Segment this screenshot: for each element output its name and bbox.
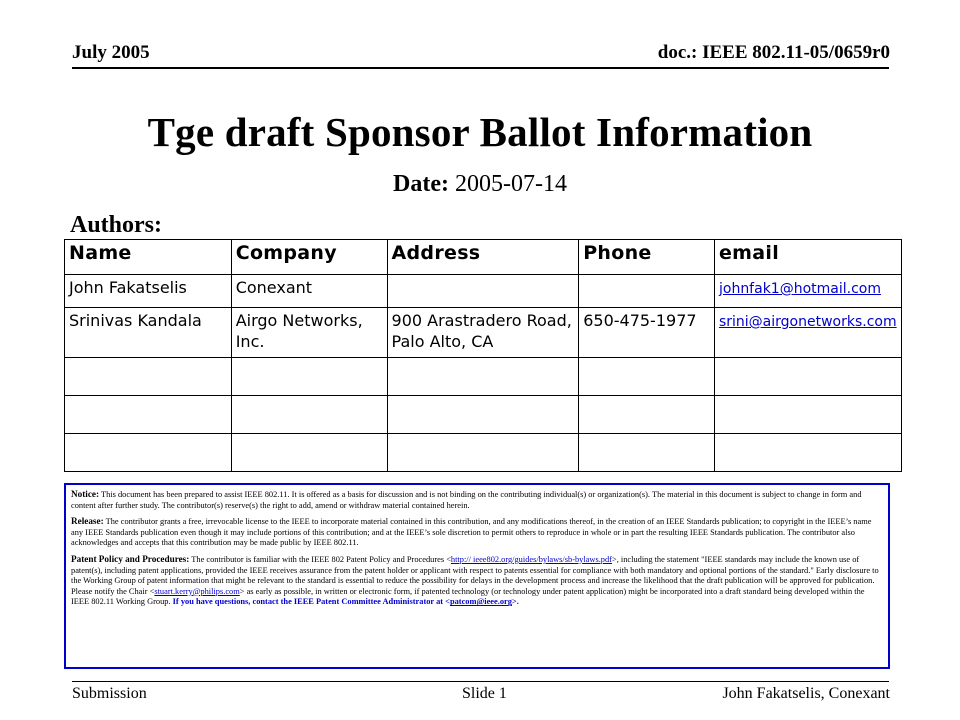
author-address: 900 Arastradero Road, Palo Alto, CA: [387, 308, 579, 358]
table-row: [65, 396, 902, 434]
authors-label: Authors:: [70, 212, 163, 238]
page-title: Tge draft Sponsor Ballot Information: [147, 109, 813, 155]
author-email-cell: [714, 434, 901, 472]
notice-text: This document has been prepared to assist IEEE 802.11. It is offered as a basis for discussion and is not binding on the contributing individual(s) or organization(s). The material in this document is subject to change in form and content after further study. The contributor(s) reserve(s) the right to add, amend or withdraw material contained herein.: [71, 490, 862, 510]
author-company: Airgo Networks, Inc.: [231, 308, 387, 358]
author-email-link[interactable]: johnfak1@hotmail.com: [718, 281, 881, 297]
author-email-cell: [714, 275, 901, 308]
author-name: [65, 396, 232, 434]
author-name: Srinivas Kandala: [65, 308, 232, 358]
col-header-company: Company: [231, 240, 387, 275]
release-label: Release:: [71, 516, 104, 527]
author-email-link[interactable]: srini@airgonetworks.com: [718, 314, 897, 330]
author-name: [65, 358, 232, 396]
date-label: Date:: [393, 171, 449, 197]
author-name: [65, 434, 232, 472]
patent-end: >.: [511, 597, 519, 607]
footer-slide-number: Slide 1: [462, 685, 507, 702]
header-divider: [72, 67, 889, 69]
release-paragraph: [71, 516, 883, 549]
author-company: Conexant: [231, 275, 387, 308]
col-header-email: email: [714, 240, 901, 275]
footer-submission: Submission: [72, 685, 147, 702]
author-name: John Fakatselis: [65, 275, 232, 308]
date-value: 2005-07-14: [454, 171, 567, 197]
author-phone: 650-475-1977: [579, 308, 715, 358]
table-row: [65, 434, 902, 472]
table-row: [65, 275, 902, 308]
header-date: July 2005: [72, 42, 150, 63]
author-company: [231, 358, 387, 396]
patent-label: Patent Policy and Procedures:: [71, 553, 190, 564]
table-header-row: [65, 240, 902, 275]
author-company: [231, 396, 387, 434]
author-email-cell: [714, 308, 901, 358]
notice-label: Notice:: [71, 489, 100, 499]
col-header-address: Address: [387, 240, 579, 275]
chair-email-link[interactable]: stuart.kerry@philips.com: [154, 586, 240, 596]
patcom-email-link[interactable]: patcom@ieee.org: [449, 597, 512, 607]
footer-author: John Fakatselis, Conexant: [722, 685, 890, 702]
col-header-phone: Phone: [579, 240, 715, 275]
author-company: [231, 434, 387, 472]
author-email-cell: [714, 358, 901, 396]
bylaws-link[interactable]: http:// ieee802.org/guides/bylaws/sb-bylaws.pdf: [450, 554, 612, 564]
patent-text-2: >, including the statement "IEEE standards may include the known use of patent(s), including patent applications, provided the IEEE receives assurance from the patent holder or applicant with respect to patents essential for compliance with both mandatory and optional portions of the standard." Early disclosure to the Working Group of patent information that might be relevant to the standard is essential to reduce the possibility for delays in the development process and increase the likelihood that the draft publication will be approved for publication. Please notify the Chair <: [71, 554, 879, 596]
date-line: [0, 171, 960, 198]
authors-table: [64, 239, 902, 472]
author-address: [387, 434, 579, 472]
author-phone: [579, 275, 715, 308]
author-address: [387, 396, 579, 434]
patent-text-1: The contributor is familiar with the IEEE 802 Patent Policy and Procedures <: [191, 554, 451, 564]
table-row: [65, 358, 902, 396]
author-phone: [579, 434, 715, 472]
release-text: The contributor grants a free, irrevocable license to the IEEE to incorporate material contained in this contribution, and any modifications thereof, in the creation of an IEEE Standards publication; to copyright in the IEEE’s name any IEEE Standards publication even though it may include portions of this contribution; and at the IEEE’s sole discretion to permit others to reproduce in whole or in part the resulting IEEE Standards publication. The contributor also acknowledges and accepts that this contribution may be made public by IEEE 802.11.: [71, 517, 872, 548]
notice-paragraph: [71, 489, 883, 511]
table-row: [65, 308, 902, 358]
author-phone: [579, 358, 715, 396]
author-address: [387, 275, 579, 308]
patent-contact-text: If you have questions, contact the IEEE Patent Committee Administrator at <: [172, 597, 450, 607]
header-doc-id: doc.: IEEE 802.11-05/0659r0: [657, 42, 890, 63]
notice-box: [64, 483, 890, 669]
patent-paragraph: [71, 554, 883, 608]
footer-divider: [72, 681, 889, 682]
patent-text-3: > as early as possible, in written or electronic form, if patented technology (or technology under patent application) might be incorporated into a draft standard being developed within the IEEE 802.11 Working Group.: [71, 586, 865, 607]
author-address: [387, 358, 579, 396]
author-email-cell: [714, 396, 901, 434]
author-phone: [579, 396, 715, 434]
col-header-name: Name: [65, 240, 232, 275]
